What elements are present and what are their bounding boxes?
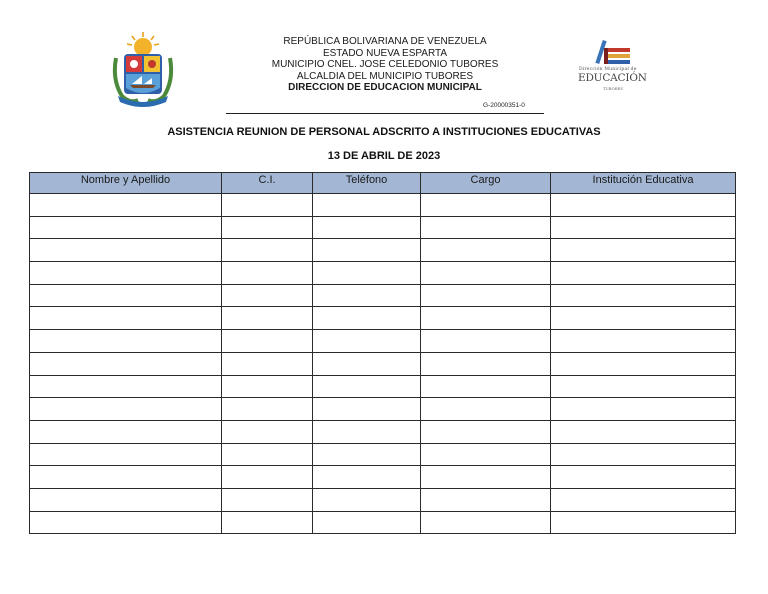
cell-id xyxy=(222,443,313,466)
column-header-institution: Institución Educativa xyxy=(551,173,736,194)
cell-phone xyxy=(313,466,421,489)
table-row xyxy=(30,488,736,511)
cell-phone xyxy=(313,194,421,217)
letterhead-line-1: REPÚBLICA BOLIVARIANA DE VENEZUELA xyxy=(283,36,487,47)
cell-role xyxy=(421,330,551,353)
cell-name xyxy=(30,443,222,466)
cell-institution xyxy=(551,352,736,375)
cell-role xyxy=(421,375,551,398)
letterhead-line-4: ALCALDIA DEL MUNICIPIO TUBORES xyxy=(296,70,474,82)
cell-id xyxy=(222,511,313,534)
table-row xyxy=(30,239,736,262)
department-name: DIRECCION DE EDUCACION MUNICIPAL xyxy=(288,82,482,94)
state-crest-icon xyxy=(108,30,178,110)
cell-role xyxy=(421,488,551,511)
table-row xyxy=(30,375,736,398)
cell-role xyxy=(421,420,551,443)
cell-role xyxy=(421,307,551,330)
cell-name xyxy=(30,330,222,353)
cell-role xyxy=(421,194,551,217)
cell-id xyxy=(222,284,313,307)
document-title: ASISTENCIA REUNION DE PERSONAL ADSCRITO A INSTITUCIONES EDUCATIVAS xyxy=(167,126,601,138)
cell-name xyxy=(30,466,222,489)
cell-name xyxy=(30,194,222,217)
table-row xyxy=(30,284,736,307)
cell-id xyxy=(222,420,313,443)
cell-role xyxy=(421,284,551,307)
cell-name xyxy=(30,216,222,239)
cell-name xyxy=(30,511,222,534)
cell-name xyxy=(30,262,222,285)
cell-id xyxy=(222,262,313,285)
document-date: 13 DE ABRIL DE 2023 xyxy=(327,150,441,162)
cell-phone xyxy=(313,284,421,307)
table-row xyxy=(30,330,736,353)
cell-role xyxy=(421,239,551,262)
cell-institution xyxy=(551,443,736,466)
cell-institution xyxy=(551,330,736,353)
cell-institution xyxy=(551,511,736,534)
table-row xyxy=(30,420,736,443)
attendance-table xyxy=(29,172,736,534)
cell-role xyxy=(421,466,551,489)
table-header-row xyxy=(30,173,736,194)
cell-name xyxy=(30,398,222,421)
cell-role xyxy=(421,511,551,534)
cell-name xyxy=(30,239,222,262)
cell-name xyxy=(30,284,222,307)
cell-role xyxy=(421,398,551,421)
cell-phone xyxy=(313,262,421,285)
cell-institution xyxy=(551,284,736,307)
cell-institution xyxy=(551,420,736,443)
cell-id xyxy=(222,239,313,262)
cell-id xyxy=(222,375,313,398)
cell-phone xyxy=(313,511,421,534)
letterhead xyxy=(230,36,540,94)
cell-phone xyxy=(313,488,421,511)
cell-institution xyxy=(551,488,736,511)
header-divider xyxy=(226,113,544,114)
cell-id xyxy=(222,352,313,375)
cell-role xyxy=(421,352,551,375)
book-stack-icon xyxy=(573,38,653,68)
cell-phone xyxy=(313,216,421,239)
cell-id xyxy=(222,466,313,489)
cell-name xyxy=(30,420,222,443)
table-row xyxy=(30,307,736,330)
column-header-phone: Teléfono xyxy=(313,173,421,194)
logo-subtitle: Dirección Municipal de xyxy=(579,67,637,72)
cell-institution xyxy=(551,307,736,330)
table-row xyxy=(30,466,736,489)
cell-phone xyxy=(313,352,421,375)
cell-institution xyxy=(551,194,736,217)
cell-id xyxy=(222,398,313,421)
table-row xyxy=(30,398,736,421)
cell-institution xyxy=(551,375,736,398)
rif-number: G-20000351-0 xyxy=(483,102,525,109)
cell-role xyxy=(421,262,551,285)
logo-wordmark: EDUCACIÓN xyxy=(578,72,647,84)
table-row xyxy=(30,216,736,239)
table-row xyxy=(30,511,736,534)
cell-name xyxy=(30,375,222,398)
logo-municipality: TUBORES xyxy=(603,86,623,91)
column-header-id: C.I. xyxy=(222,173,313,194)
cell-phone xyxy=(313,443,421,466)
column-header-role: Cargo xyxy=(421,173,551,194)
cell-institution xyxy=(551,398,736,421)
cell-phone xyxy=(313,330,421,353)
cell-role xyxy=(421,216,551,239)
cell-institution xyxy=(551,466,736,489)
cell-phone xyxy=(313,375,421,398)
letterhead-line-2: ESTADO NUEVA ESPARTA xyxy=(322,47,448,59)
cell-name xyxy=(30,307,222,330)
table-row xyxy=(30,194,736,217)
letterhead-line-3: MUNICIPIO CNEL. JOSE CELEDONIO TUBORES xyxy=(271,59,499,71)
cell-phone xyxy=(313,307,421,330)
cell-id xyxy=(222,330,313,353)
cell-name xyxy=(30,488,222,511)
column-header-name: Nombre y Apellido xyxy=(30,173,222,194)
cell-id xyxy=(222,194,313,217)
education-logo xyxy=(573,38,653,94)
cell-phone xyxy=(313,420,421,443)
table-row xyxy=(30,443,736,466)
cell-phone xyxy=(313,239,421,262)
cell-name xyxy=(30,352,222,375)
table-row xyxy=(30,352,736,375)
cell-id xyxy=(222,307,313,330)
cell-institution xyxy=(551,262,736,285)
table-row xyxy=(30,262,736,285)
cell-phone xyxy=(313,398,421,421)
cell-institution xyxy=(551,216,736,239)
cell-role xyxy=(421,443,551,466)
cell-id xyxy=(222,488,313,511)
cell-id xyxy=(222,216,313,239)
cell-institution xyxy=(551,239,736,262)
